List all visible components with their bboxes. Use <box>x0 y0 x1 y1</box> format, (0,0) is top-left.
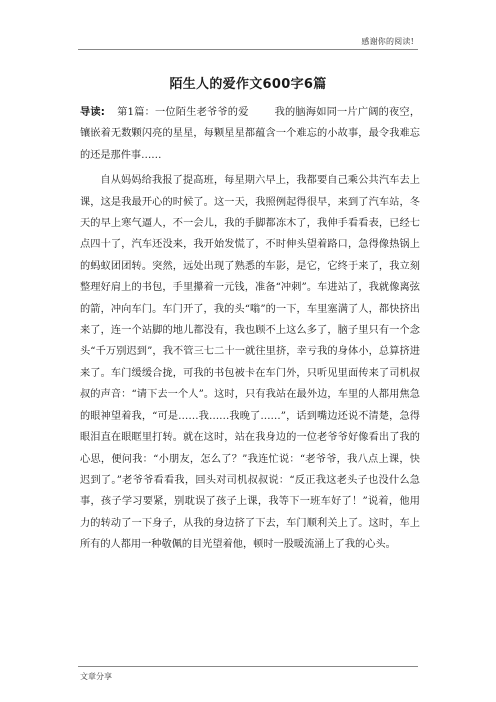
page-title: 陌生人的爱作文600字6篇 <box>169 77 327 92</box>
footer-note: 文章分享 <box>80 672 112 681</box>
lead-item: 第1篇：一位陌生老爷爷的爱 <box>116 107 249 118</box>
article-content <box>80 102 420 556</box>
lead-label: 导读: <box>80 107 105 118</box>
lead-paragraph <box>80 102 420 166</box>
lead-text: 我的脑海如同一片广阔的夜空，镶嵌着无数颗闪亮的星星，每颗星星都蕴含一个难忘的小故事，最令我难忘的还是那件事…… <box>80 107 421 161</box>
body-paragraph: 自从妈妈给我报了提高班，每星期六早上，我都要自己乘公共汽车去上课，这是我最开心的时候了。这一天，我照例起得很早，来到了汽车站，冬天的早上寒气逼人，不一会儿，我的手脚都冻木了，我伸手看看表，已经七点四十了，汽车还没来，我开始发慌了，不时伸头望着路口，急得像热锅上的蚂蚁团团转。突然，远处出现了熟悉的车影，是它，它终于来了，我立刻整理好肩上的书包，手里攥着一元钱，准备“冲刺”。车进站了，我就像离弦的箭，冲向车门。车门开了，我的头“嗡”的一下，车里塞满了人，都快挤出来了，连一个站脚的地儿都没有，我也顾不上这么多了，脑子里只有一个念头“千万别迟到”，我不管三七二十一就往里挤，幸亏我的身体小，总算挤进来了。车门缓缓合拢，可我的书包被卡在车门外，只听见里面传来了司机叔叔的声音：“请下去一个人”。这时，只有我站在最外边，车里的人都用焦急的眼神望着我，“可是……我……我晚了……”，话到嘴边还说不清楚，急得眼泪直在眼眶里打转。就在这时，站在我身边的一位老爷爷好像看出了我的心思，便问我：“小朋友，怎么了？”我连忙说：“老爷爷，我八点上课，快迟到了。”老爷爷看看我，回头对司机叔叔说：“反正我这老头子也没什么急事，孩子学习要紧，别耽误了孩子上课，我等下一班车好了！”说着，他用力的转动了一下身子，从我的身边挤了下去，车门顺利关上了。这时，车上所有的人都用一种敬佩的目光望着他，顿时一股暖流涌上了我的心头。 <box>80 175 420 551</box>
header-divider <box>78 49 418 50</box>
header-note: 感谢你的阅读! <box>361 37 414 46</box>
footer-divider <box>78 666 418 667</box>
